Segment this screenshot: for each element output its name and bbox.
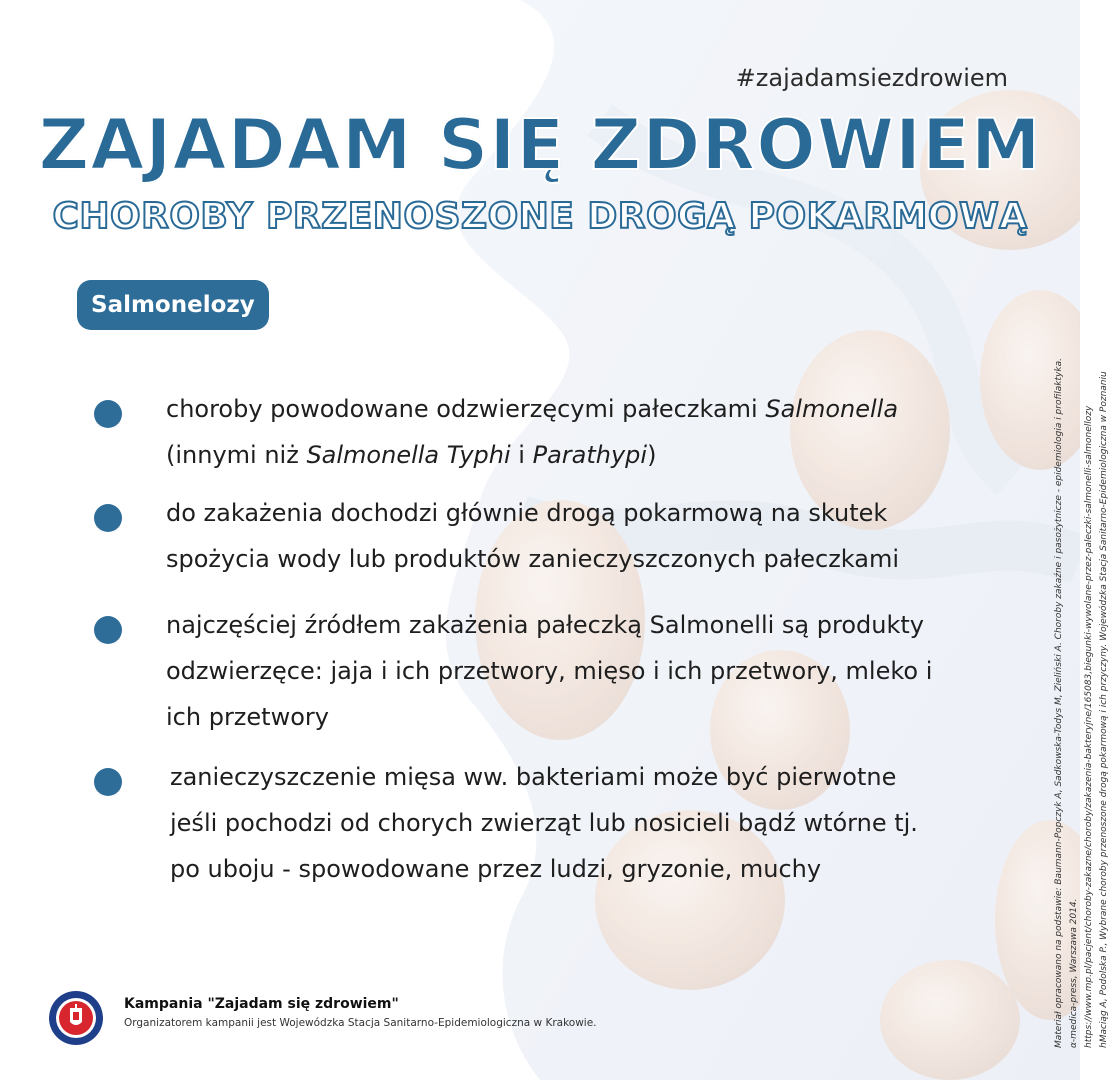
- bullet-dot-icon: [94, 768, 122, 796]
- footer-text: [124, 996, 597, 1029]
- bullet-text: najczęściej źródłem zakażenia pałeczką Salmonelli są produkty odzwierzęce: jaja i ich przetwory, mięso i ich przetwory, mleko i ich przetwory: [166, 611, 933, 731]
- bullet-text: choroby powodowane odzwierzęcymi pałeczkami Salmonella (innymi niż Salmonella Typhi i Parathypi): [166, 395, 899, 469]
- sources-note: [1052, 358, 1112, 1048]
- sanitary-inspection-logo-icon: [48, 990, 104, 1046]
- bullet-dot-icon: [94, 400, 122, 428]
- page-subtitle: CHOROBY PRZENOSZONE DROGĄ POKARMOWĄ: [52, 196, 1028, 237]
- hashtag: #zajadamsiezdrowiem: [735, 64, 1008, 92]
- source-line: hMaciąg A, Podolska P., Wybrane choroby przenoszone drogą pokarmową i ich przyczyny. Wojewódzka Stacja Sanitarno-Epidemiologiczna w Poznaniu: [1099, 371, 1109, 1048]
- source-line: https://www.mp.pl/pacjent/choroby-zakazne/choroby/zakazenia-bakteryjne/165083,biegunki-wywolane-przez-paleczki-salmonelli-salmonellozy: [1084, 405, 1094, 1048]
- bullet-dot-icon: [94, 616, 122, 644]
- page-title: ZAJADAM SIĘ ZDROWIEM: [38, 104, 1042, 186]
- campaign-title: Kampania "Zajadam się zdrowiem": [124, 996, 399, 1012]
- bullet-text: zanieczyszczenie mięsa ww. bakteriami może być pierwotne jeśli pochodzi od chorych zwierząt lub nosicieli bądź wtórne tj. po uboju - spowodowane przez ludzi, gryzonie, muchy: [170, 763, 918, 883]
- topic-badge: Salmonelozy: [77, 280, 269, 330]
- campaign-organizer: Organizatorem kampanii jest Wojewódzka Stacja Sanitarno-Epidemiologiczna w Krakowie.: [124, 1017, 597, 1029]
- source-line: Materiał opracowano na podstawie: Baumann-Popczyk A, Sadkowska-Todys M, Zieliński A. Choroby zakaźne i pasożytnicze - epidemiologia i profilaktyka. α-medica-press, Warszawa 2014.: [1054, 358, 1079, 1048]
- bullet-text: do zakażenia dochodzi głównie drogą pokarmową na skutek spożycia wody lub produktów zanieczyszczonych pałeczkami: [166, 499, 900, 573]
- bullet-dot-icon: [94, 504, 122, 532]
